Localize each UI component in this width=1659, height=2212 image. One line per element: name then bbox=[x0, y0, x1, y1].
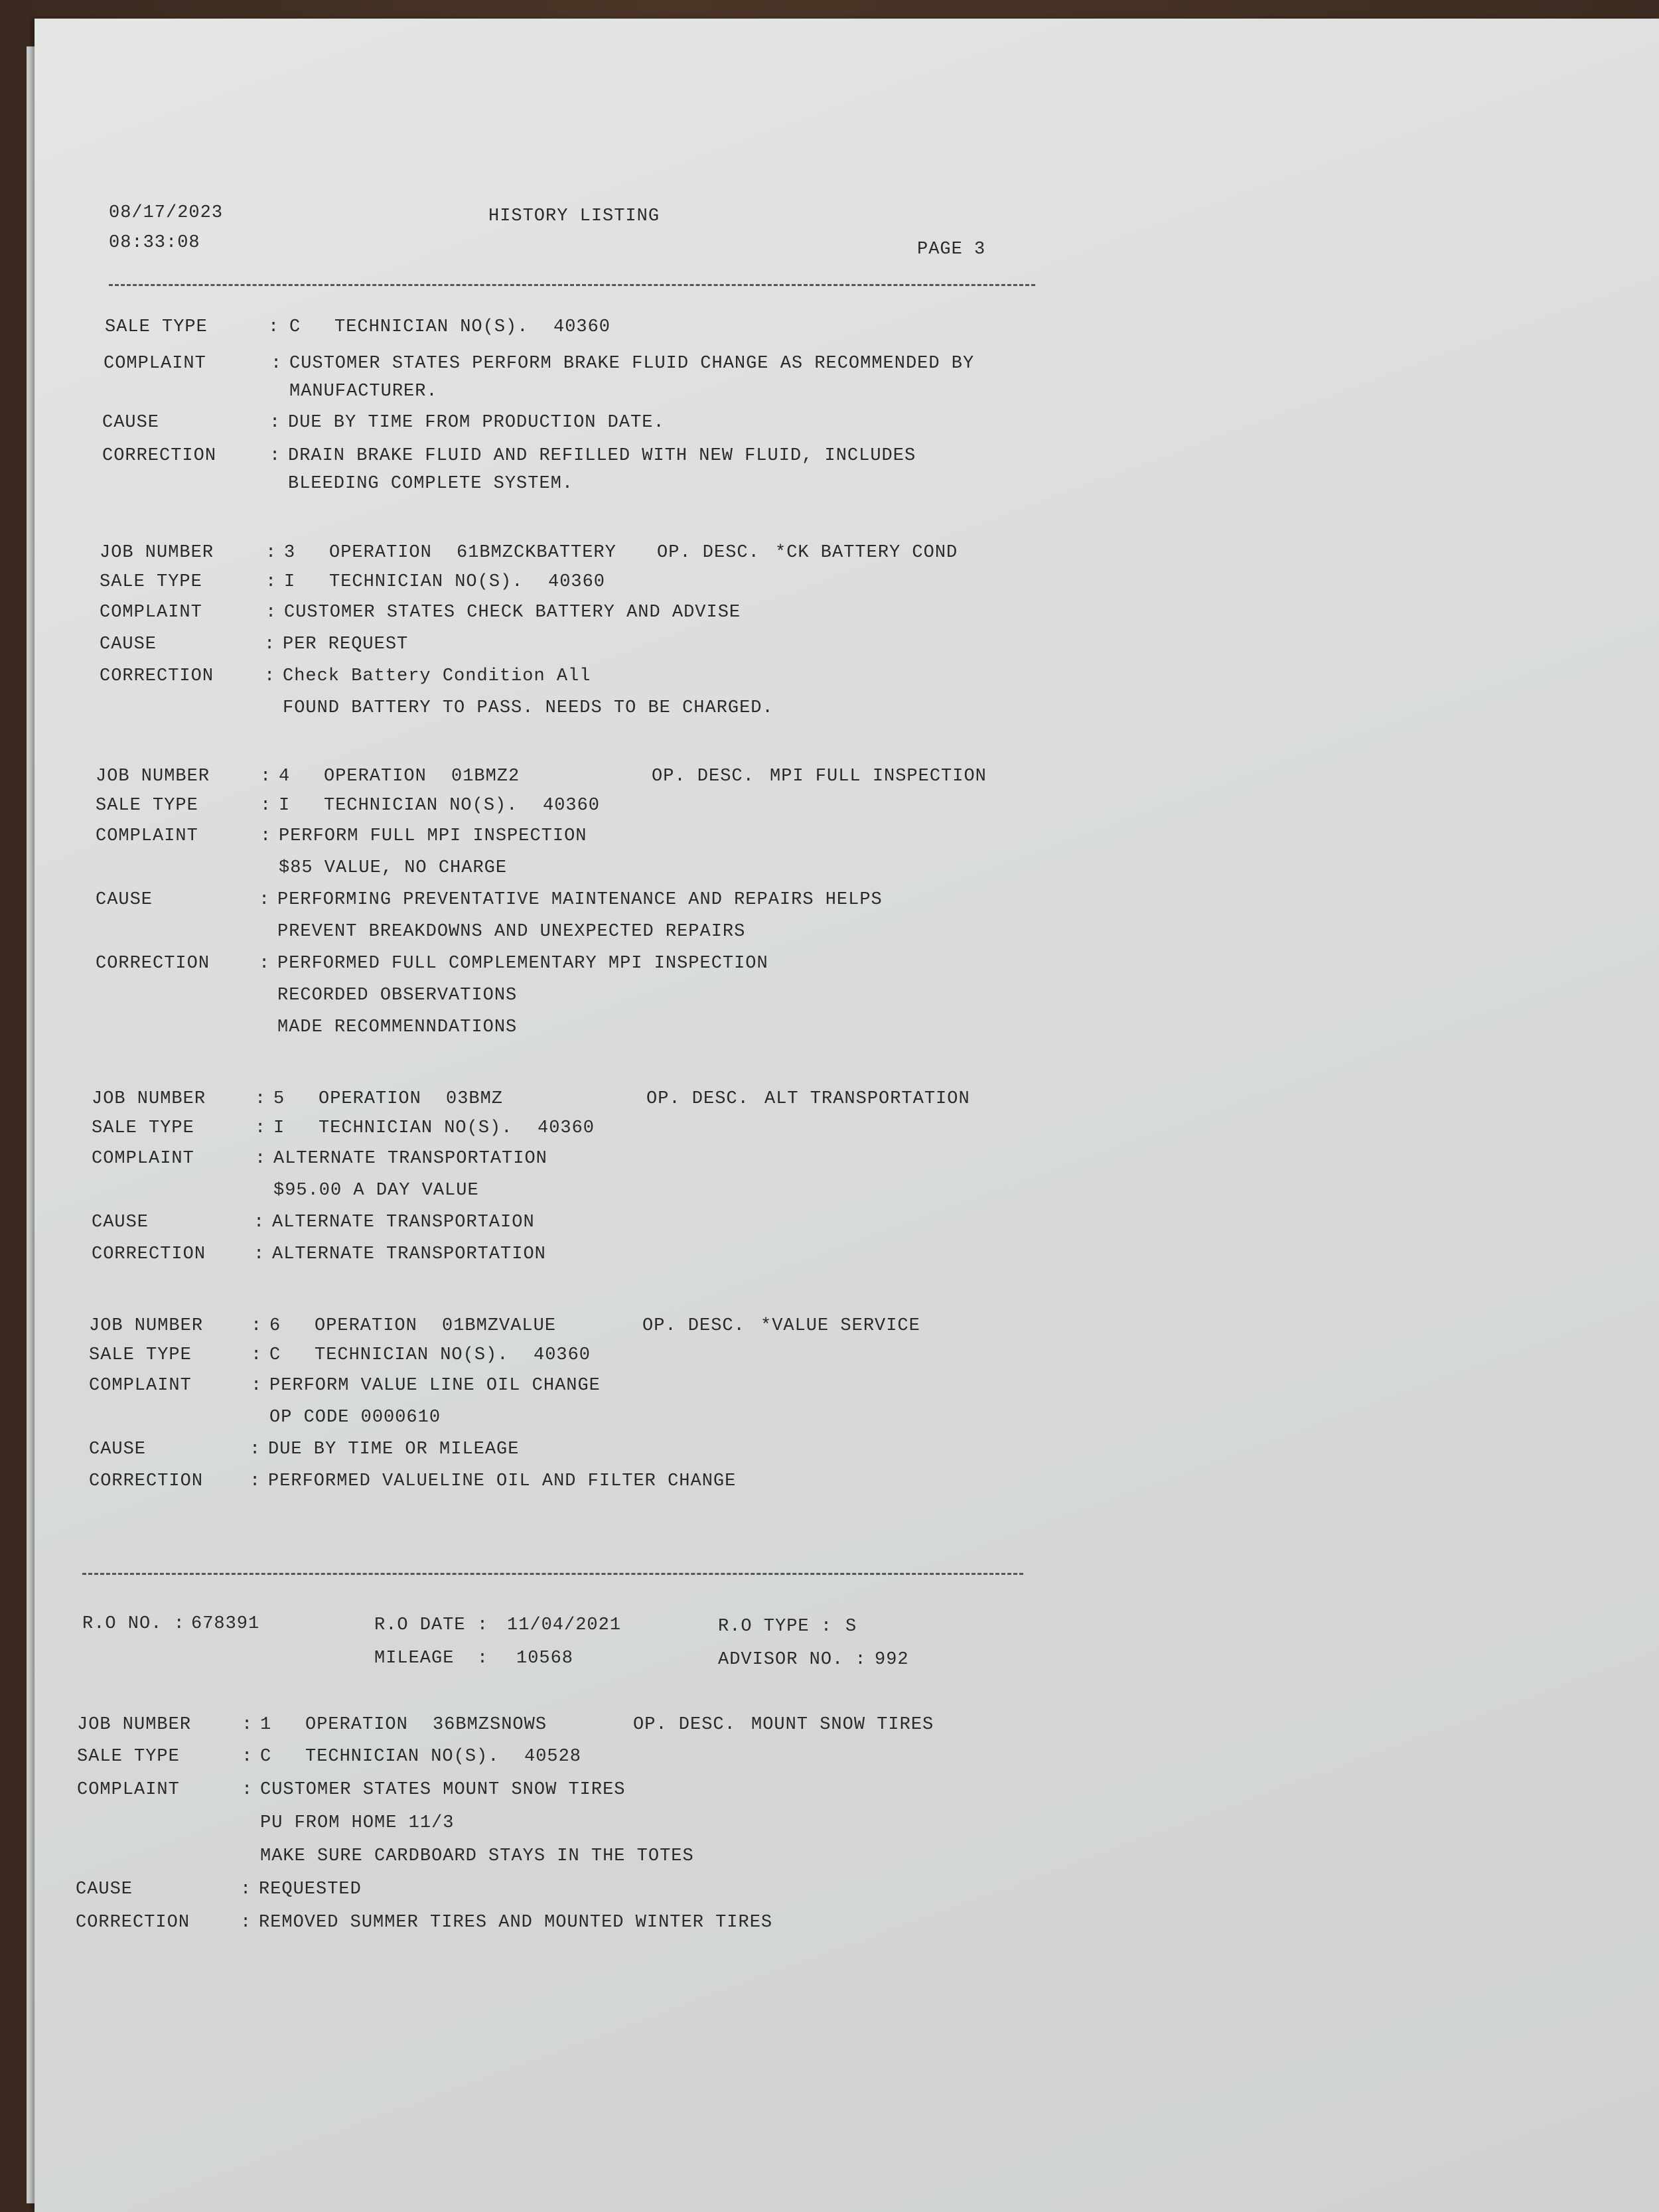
job-number-value: 5 bbox=[273, 1089, 285, 1109]
technician-label: TECHNICIAN NO(S). bbox=[334, 317, 529, 337]
complaint-value: ALTERNATE TRANSPORTATION bbox=[273, 1149, 547, 1169]
correction-label: CORRECTION bbox=[89, 1471, 204, 1491]
correction-value: Check Battery Condition All bbox=[283, 666, 591, 686]
correction-value: ALTERNATE TRANSPORTATION bbox=[272, 1244, 546, 1264]
complaint-value: PERFORM FULL MPI INSPECTION bbox=[279, 826, 587, 846]
technician-value: 40528 bbox=[524, 1747, 582, 1767]
correction-value: PERFORMED VALUELINE OIL AND FILTER CHANGE bbox=[268, 1471, 737, 1491]
job-number-colon: : bbox=[265, 543, 277, 563]
correction-label: CORRECTION bbox=[96, 954, 210, 974]
cause-label: CAUSE bbox=[96, 890, 153, 910]
op-desc-value: *CK BATTERY COND bbox=[775, 543, 958, 563]
cause-value: DUE BY TIME FROM PRODUCTION DATE. bbox=[288, 413, 665, 433]
job-number-value: 1 bbox=[260, 1715, 272, 1735]
operation-value: 61BMZCKBATTERY bbox=[457, 543, 616, 563]
operation-label: OPERATION bbox=[319, 1089, 421, 1109]
complaint-colon: : bbox=[255, 1149, 267, 1169]
correction-value: BLEEDING COMPLETE SYSTEM. bbox=[288, 474, 574, 494]
technician-label: TECHNICIAN NO(S). bbox=[319, 1118, 513, 1138]
sale-type-colon: : bbox=[268, 317, 280, 337]
cause-value: DUE BY TIME OR MILEAGE bbox=[268, 1439, 520, 1459]
cause-value: REQUESTED bbox=[259, 1880, 362, 1899]
complaint-label: COMPLAINT bbox=[92, 1149, 194, 1169]
op-desc-value: MOUNT SNOW TIRES bbox=[751, 1715, 934, 1735]
complaint-value: $85 VALUE, NO CHARGE bbox=[279, 858, 508, 878]
sale-type-colon: : bbox=[242, 1747, 253, 1767]
cause-colon: : bbox=[240, 1880, 252, 1899]
correction-colon: : bbox=[264, 666, 276, 686]
job-number-colon: : bbox=[242, 1715, 253, 1735]
complaint-value: MANUFACTURER. bbox=[289, 382, 438, 402]
complaint-colon: : bbox=[251, 1376, 263, 1396]
op-desc-label: OP. DESC. bbox=[652, 767, 755, 786]
cause-colon: : bbox=[264, 634, 276, 654]
history-listing bbox=[35, 19, 1659, 2212]
technician-label: TECHNICIAN NO(S). bbox=[329, 572, 524, 592]
correction-colon: : bbox=[269, 446, 281, 466]
technician-value: 40360 bbox=[553, 317, 611, 337]
job-number-label: JOB NUMBER bbox=[77, 1715, 192, 1735]
sale-type-value: C bbox=[260, 1747, 272, 1767]
complaint-label: COMPLAINT bbox=[104, 354, 206, 374]
ro-number-label: R.O NO. : bbox=[82, 1614, 185, 1634]
operation-value: 36BMZSNOWS bbox=[433, 1715, 547, 1735]
technician-value: 40360 bbox=[548, 572, 606, 592]
operation-value: 03BMZ bbox=[446, 1089, 504, 1109]
cause-value: ALTERNATE TRANSPORTAION bbox=[272, 1213, 535, 1232]
operation-label: OPERATION bbox=[315, 1316, 417, 1336]
complaint-label: COMPLAINT bbox=[89, 1376, 192, 1396]
op-desc-label: OP. DESC. bbox=[646, 1089, 749, 1109]
operation-label: OPERATION bbox=[329, 543, 432, 563]
top-divider bbox=[109, 284, 1035, 286]
sale-type-colon: : bbox=[251, 1345, 263, 1365]
mileage-label: MILEAGE : bbox=[374, 1649, 489, 1668]
cause-value: PERFORMING PREVENTATIVE MAINTENANCE AND REPAIRS HELPS bbox=[277, 890, 883, 910]
technician-value: 40360 bbox=[538, 1118, 595, 1138]
job-number-label: JOB NUMBER bbox=[89, 1316, 204, 1336]
sale-type-colon: : bbox=[255, 1118, 267, 1138]
ro-date-label: R.O DATE : bbox=[374, 1615, 489, 1635]
complaint-value: MAKE SURE CARDBOARD STAYS IN THE TOTES bbox=[260, 1846, 694, 1866]
correction-value: REMOVED SUMMER TIRES AND MOUNTED WINTER TIRES bbox=[259, 1913, 773, 1933]
complaint-colon: : bbox=[265, 603, 277, 623]
technician-value: 40360 bbox=[534, 1345, 591, 1365]
correction-value: RECORDED OBSERVATIONS bbox=[277, 986, 518, 1005]
document-page bbox=[35, 19, 1659, 2212]
correction-colon: : bbox=[250, 1471, 261, 1491]
sale-type-label: SALE TYPE bbox=[100, 572, 202, 592]
technician-label: TECHNICIAN NO(S). bbox=[305, 1747, 500, 1767]
cause-colon: : bbox=[269, 413, 281, 433]
cause-label: CAUSE bbox=[92, 1213, 149, 1232]
cause-colon: : bbox=[259, 890, 271, 910]
correction-colon: : bbox=[240, 1913, 252, 1933]
cause-label: CAUSE bbox=[102, 413, 160, 433]
correction-label: CORRECTION bbox=[102, 446, 217, 466]
ro-divider bbox=[82, 1573, 1023, 1575]
sale-type-colon: : bbox=[265, 572, 277, 592]
complaint-value: CUSTOMER STATES PERFORM BRAKE FLUID CHANGE AS RECOMMENDED BY bbox=[289, 354, 975, 374]
complaint-value: OP CODE 0000610 bbox=[269, 1408, 441, 1428]
cause-label: CAUSE bbox=[89, 1439, 147, 1459]
cause-colon: : bbox=[253, 1213, 265, 1232]
operation-label: OPERATION bbox=[305, 1715, 408, 1735]
job-number-colon: : bbox=[251, 1316, 263, 1336]
complaint-colon: : bbox=[260, 826, 272, 846]
ro-type-value: S bbox=[845, 1617, 857, 1637]
sale-type-label: SALE TYPE bbox=[105, 317, 208, 337]
complaint-colon: : bbox=[242, 1780, 253, 1800]
complaint-value: PERFORM VALUE LINE OIL CHANGE bbox=[269, 1376, 601, 1396]
correction-value: FOUND BATTERY TO PASS. NEEDS TO BE CHARGED. bbox=[283, 698, 774, 718]
complaint-label: COMPLAINT bbox=[100, 603, 202, 623]
print-date: 08/17/2023 bbox=[109, 203, 224, 223]
job-number-value: 6 bbox=[269, 1316, 281, 1336]
complaint-colon: : bbox=[271, 354, 283, 374]
sale-type-value: I bbox=[279, 796, 291, 816]
correction-colon: : bbox=[259, 954, 271, 974]
complaint-label: COMPLAINT bbox=[77, 1780, 180, 1800]
complaint-label: COMPLAINT bbox=[96, 826, 198, 846]
sale-type-value: I bbox=[284, 572, 296, 592]
correction-colon: : bbox=[253, 1244, 265, 1264]
cause-value: PREVENT BREAKDOWNS AND UNEXPECTED REPAIRS bbox=[277, 922, 746, 942]
job-number-label: JOB NUMBER bbox=[100, 543, 214, 563]
ro-date-value: 11/04/2021 bbox=[507, 1615, 622, 1635]
operation-value: 01BMZ2 bbox=[451, 767, 520, 786]
print-time: 08:33:08 bbox=[109, 233, 200, 253]
op-desc-value: *VALUE SERVICE bbox=[760, 1316, 920, 1336]
job-number-label: JOB NUMBER bbox=[92, 1089, 206, 1109]
ro-number-value: 678391 bbox=[191, 1614, 260, 1634]
cause-label: CAUSE bbox=[76, 1880, 133, 1899]
sale-type-label: SALE TYPE bbox=[89, 1345, 192, 1365]
job-number-colon: : bbox=[255, 1089, 267, 1109]
op-desc-value: MPI FULL INSPECTION bbox=[770, 767, 987, 786]
ro-type-label: R.O TYPE : bbox=[718, 1617, 833, 1637]
page-number: PAGE 3 bbox=[917, 240, 986, 259]
operation-label: OPERATION bbox=[324, 767, 427, 786]
advisor-label: ADVISOR NO. : bbox=[718, 1650, 867, 1670]
correction-label: CORRECTION bbox=[100, 666, 214, 686]
sale-type-label: SALE TYPE bbox=[92, 1118, 194, 1138]
complaint-value: CUSTOMER STATES CHECK BATTERY AND ADVISE bbox=[284, 603, 741, 623]
page-title: HISTORY LISTING bbox=[488, 206, 660, 226]
job-number-value: 3 bbox=[284, 543, 296, 563]
complaint-value: CUSTOMER STATES MOUNT SNOW TIRES bbox=[260, 1780, 626, 1800]
technician-label: TECHNICIAN NO(S). bbox=[324, 796, 518, 816]
sale-type-label: SALE TYPE bbox=[96, 796, 198, 816]
op-desc-label: OP. DESC. bbox=[657, 543, 760, 563]
technician-label: TECHNICIAN NO(S). bbox=[315, 1345, 509, 1365]
advisor-value: 992 bbox=[875, 1650, 909, 1670]
correction-value: DRAIN BRAKE FLUID AND REFILLED WITH NEW FLUID, INCLUDES bbox=[288, 446, 916, 466]
sale-type-colon: : bbox=[260, 796, 272, 816]
technician-value: 40360 bbox=[543, 796, 601, 816]
op-desc-value: ALT TRANSPORTATION bbox=[764, 1089, 970, 1109]
operation-value: 01BMZVALUE bbox=[442, 1316, 557, 1336]
complaint-value: $95.00 A DAY VALUE bbox=[273, 1181, 479, 1201]
cause-label: CAUSE bbox=[100, 634, 157, 654]
mileage-value: 10568 bbox=[516, 1649, 574, 1668]
sale-type-value: C bbox=[269, 1345, 281, 1365]
cause-value: PER REQUEST bbox=[283, 634, 409, 654]
job-number-value: 4 bbox=[279, 767, 291, 786]
complaint-value: PU FROM HOME 11/3 bbox=[260, 1813, 455, 1833]
job-number-label: JOB NUMBER bbox=[96, 767, 210, 786]
sale-type-value: I bbox=[273, 1118, 285, 1138]
correction-value: PERFORMED FULL COMPLEMENTARY MPI INSPECTION bbox=[277, 954, 768, 974]
job-number-colon: : bbox=[260, 767, 272, 786]
sale-type-label: SALE TYPE bbox=[77, 1747, 180, 1767]
correction-label: CORRECTION bbox=[76, 1913, 190, 1933]
cause-colon: : bbox=[250, 1439, 261, 1459]
op-desc-label: OP. DESC. bbox=[642, 1316, 745, 1336]
sale-type-value: C bbox=[289, 317, 301, 337]
correction-value: MADE RECOMMENNDATIONS bbox=[277, 1017, 518, 1037]
op-desc-label: OP. DESC. bbox=[633, 1715, 736, 1735]
correction-label: CORRECTION bbox=[92, 1244, 206, 1264]
